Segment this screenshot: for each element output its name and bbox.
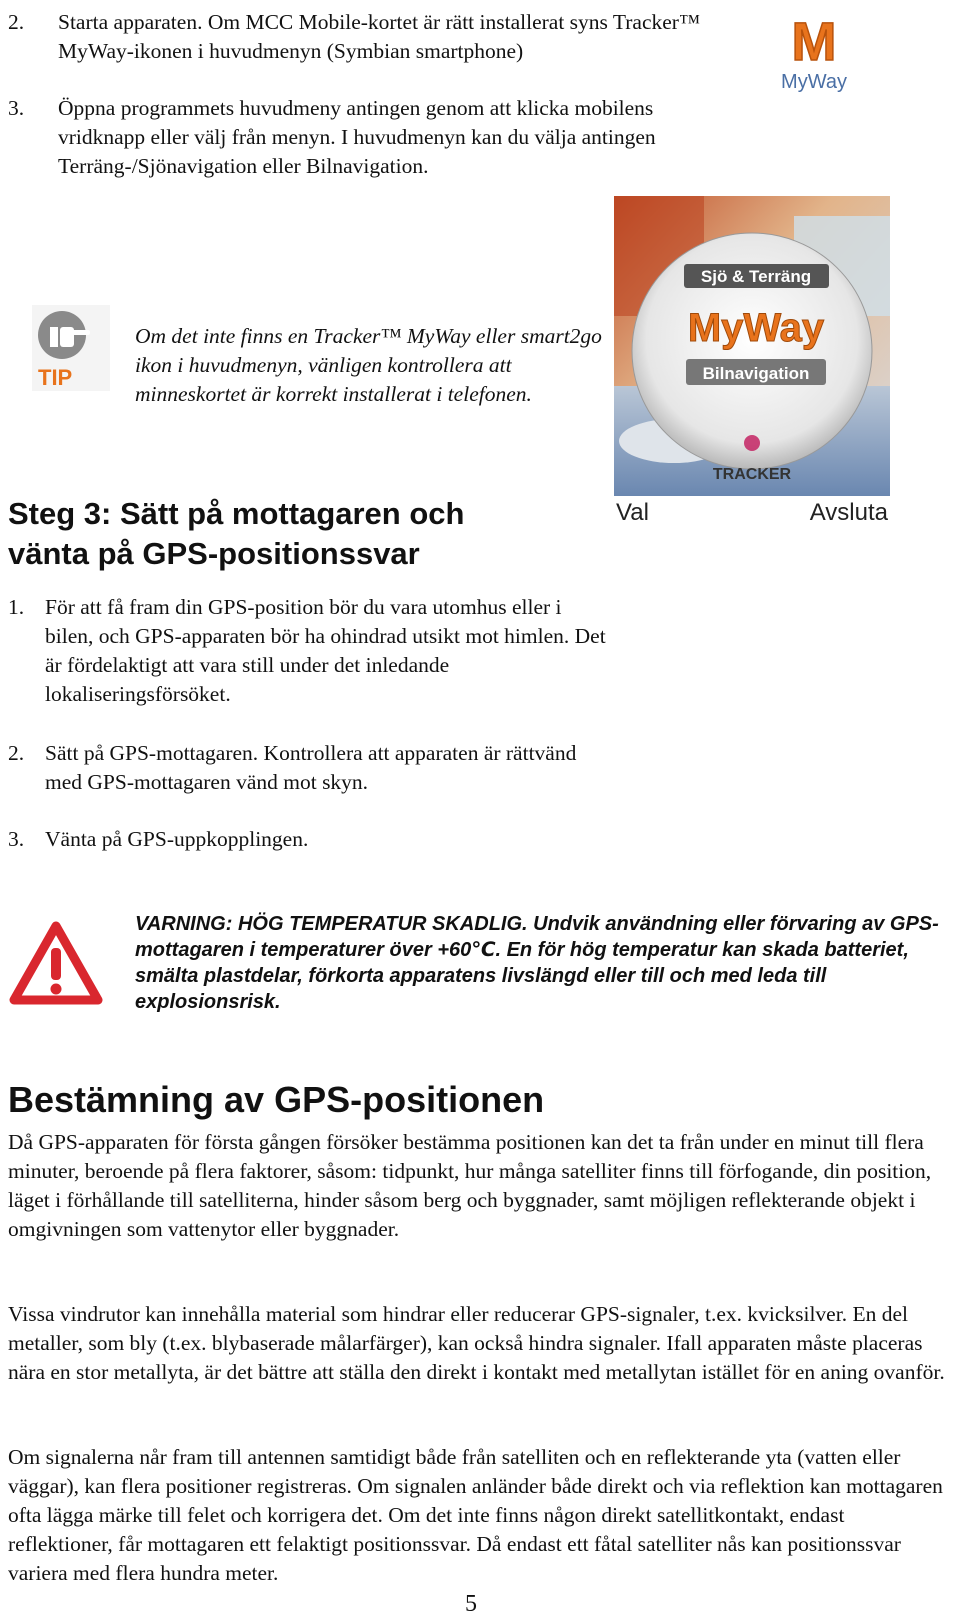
maker-label: TRACKER — [712, 466, 792, 483]
warning-icon — [8, 920, 104, 1006]
paragraph: Då GPS-apparaten för första gången försöker bestämma positionen kan det ta från under en minut till flera minuter, beroende på flera faktorer, såsom: tidpunkt, hur många satelliter finns till förfogande, din position, läget i förhållande till satelliterna, hinder såsom berg och byggnader, samt möjligen reflekterande objekt i omgivningen som vattenytor eller byggnader. — [8, 1130, 932, 1241]
logo-label: MyWay — [781, 71, 847, 93]
list-text: För att få fram din GPS-position bör du vara utomhus eller i bilen, och GPS-apparaten bör ha ohindrad utsikt mot himlen. Det är fördelaktigt att vara still under det inledande lokaliseringsförsöket. — [45, 595, 606, 706]
myway-app-icon — [770, 8, 858, 96]
list-item — [8, 825, 608, 854]
step-2 — [8, 8, 728, 66]
page-number: 5 — [465, 1591, 477, 1617]
step-text: Starta apparaten. Om MCC Mobile-kortet är rätt installerat syns Tracker™ MyWay-ikonen i huvudmenyn (Symbian smartphone) — [58, 10, 701, 63]
section-title: Bestämning av GPS-positionen — [8, 1079, 545, 1120]
paragraph: Om signalerna når fram till antennen samtidigt både från satelliten och en reflekterande yta (vatten eller väggar), kan flera positioner registreras. Om signalen anländer både direkt och via reflektion kan mottagaren ofta lägga märke till felet och korrigera det. Om det inte finns någon direkt satellitkontakt, endast reflektioner, får mottagaren ett felaktigt positionssvar. Då endast ett fåtal satelliter nås kan positionssvar variera med flera hundra meter. — [8, 1445, 943, 1585]
list-number: 3. — [8, 827, 25, 851]
list-text: Sätt på GPS-mottagaren. Kontrollera att apparaten är rättvänd med GPS-mottagaren vänd mot skyn. — [45, 741, 577, 794]
section-heading-line1: Steg 3: Sätt på mottagaren och — [8, 496, 465, 531]
warning-text: VARNING: HÖG TEMPERATUR SKADLIG. Undvik användning eller förvaring av GPS-mottagaren i temperaturer över +60℃. En för hög temperatur kan skada batteriet, smälta plastdelar, förkorta apparatens livslängd eller till och med leda till explosionsrisk. — [135, 913, 939, 1013]
section-heading-line2: vänta på GPS-positionssvar — [8, 536, 420, 571]
list-item — [8, 593, 608, 709]
menu-item-sea-terrain: Sjö & Terräng — [700, 267, 812, 286]
phone-screen-image — [614, 196, 890, 526]
list-number: 2. — [8, 741, 25, 765]
paragraph: Vissa vindrutor kan innehålla material som hindrar eller reducerar GPS-signaler, t.ex. kvicksilver. En del metaller, som bly (t.ex. blybaserade målarfärger), kan också hindra signaler. Ifall apparaten måste placeras nära en stor metallyta, är det bättre att ställa den direkt i kontakt med metallytan istället för en aning ovanför. — [8, 1302, 945, 1384]
section-heading — [8, 494, 588, 574]
list-number: 1. — [8, 595, 25, 619]
step-number: 3. — [8, 96, 25, 120]
softkey-left: Val — [616, 499, 649, 526]
tip-label: TIP — [38, 365, 73, 390]
brand-text: MyWay — [687, 306, 825, 350]
step-text: Öppna programmets huvudmeny antingen genom att klicka mobilens vridknapp eller välj från menyn. I huvudmenyn kan du välja antingen Terräng-/Sjönavigation eller Bilnavigation. — [58, 96, 656, 178]
step-3 — [8, 94, 728, 181]
softkey-right: Avsluta — [809, 499, 888, 526]
tip-hand-icon — [32, 305, 110, 391]
menu-item-car-navigation: Bilnavigation — [702, 364, 810, 383]
step-number: 2. — [8, 10, 25, 34]
tip-text: Om det inte finns en Tracker™ MyWay eller smart2go ikon i huvudmenyn, vänligen kontrollera att minneskortet är korrekt installerat i telefonen. — [135, 324, 602, 406]
list-text: Vänta på GPS-uppkopplingen. — [45, 827, 309, 851]
logo-letter: M — [791, 12, 837, 72]
list-item — [8, 739, 608, 797]
